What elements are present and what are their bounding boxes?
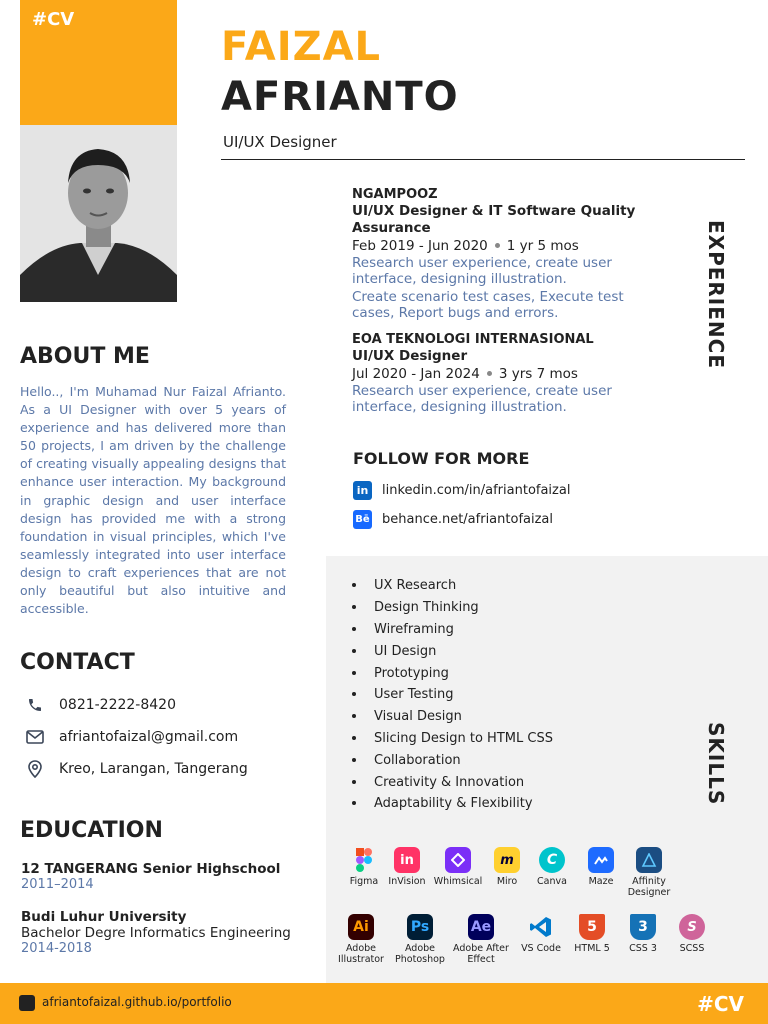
tool-label: Miro xyxy=(496,876,518,887)
canva-icon: C xyxy=(539,847,565,873)
tool-label: SCSS xyxy=(679,943,705,954)
skill-item xyxy=(352,666,449,682)
vscode-icon xyxy=(528,914,554,940)
skill-item xyxy=(352,578,456,594)
bullet xyxy=(352,671,356,675)
after-effects-icon: Ae xyxy=(468,914,494,940)
experience-duration: 1 yr 5 mos xyxy=(506,238,579,254)
bullet xyxy=(352,736,356,740)
contact-phone-row xyxy=(25,695,176,715)
email-address: afriantofaizal@gmail.com xyxy=(59,729,239,745)
tool-label: Whimsical xyxy=(433,876,483,887)
about-text: Hello.., I'm Muhamad Nur Faizal Afrianto. As a UI Designer with over 5 years of experience and has delivered more than 50 projects, I am driven by the challenge of creating visually appealing designs that enhance user interaction. My background in graphic design and user interface design has provided me with a strong foundation in visual principles, which I've seamlessly integrated into user interface design to craft experiences that are not only beautiful but also intuitive and accessible. xyxy=(20,384,286,617)
behance-icon: Bē xyxy=(353,510,372,529)
affinity-designer-icon xyxy=(636,847,662,873)
contact-location-row xyxy=(25,759,248,779)
tool-label: Adobe Photoshop xyxy=(395,943,445,965)
skill-item xyxy=(352,753,461,769)
skill-label: Design Thinking xyxy=(374,600,479,615)
experience-description: Research user experience, create user interface, designing illustration. xyxy=(352,383,612,415)
education-program: Bachelor Degre Informatics Engineering xyxy=(21,925,291,941)
tool-after-effects xyxy=(451,914,511,965)
css3-icon: 3 xyxy=(630,914,656,940)
cv-tag: #CV xyxy=(32,9,75,30)
education-item xyxy=(21,909,291,957)
skill-label: Creativity & Innovation xyxy=(374,775,525,790)
skills-heading: SKILLS xyxy=(704,722,728,806)
tool-scss xyxy=(662,914,722,954)
photoshop-icon: Ps xyxy=(407,914,433,940)
experience-dates xyxy=(352,237,712,255)
experience-description: Research user experience, create user interface, designing illustration. xyxy=(352,255,612,287)
html5-icon: 5 xyxy=(579,914,605,940)
experience-title: UI/UX Designer & IT Software Quality Assurance xyxy=(352,203,636,236)
experience-heading: EXPERIENCE xyxy=(704,220,728,369)
skill-item xyxy=(352,709,462,725)
contact-heading: CONTACT xyxy=(20,650,135,675)
profile-photo xyxy=(20,125,177,302)
phone-number: 0821-2222-8420 xyxy=(59,697,176,713)
education-school: 12 TANGERANG Senior Highschool xyxy=(21,861,281,877)
experience-dates xyxy=(352,365,712,383)
tool-label: HTML 5 xyxy=(574,943,610,954)
behance-url[interactable]: behance.net/afriantofaizal xyxy=(382,511,553,527)
figma-icon xyxy=(351,847,377,873)
skill-label: User Testing xyxy=(374,687,454,702)
experience-company: NGAMPOOZ xyxy=(352,187,438,202)
bullet xyxy=(352,627,356,631)
skill-item xyxy=(352,600,479,616)
maze-icon xyxy=(588,847,614,873)
skill-label: Collaboration xyxy=(374,753,461,768)
linkedin-icon: in xyxy=(353,481,372,500)
tool-photoshop xyxy=(390,914,450,965)
experience-description: Create scenario test cases, Execute test cases, Report bugs and errors. xyxy=(352,289,624,321)
tool-label: InVision xyxy=(388,876,426,887)
skill-item xyxy=(352,796,533,812)
tool-label: Affinity Designer xyxy=(627,876,671,898)
linkedin-url[interactable]: linkedin.com/in/afriantofaizal xyxy=(382,482,571,498)
skill-item xyxy=(352,622,454,638)
portfolio-logo-icon xyxy=(19,995,35,1011)
education-years: 2014-2018 xyxy=(21,941,92,956)
bullet xyxy=(352,583,356,587)
education-heading: EDUCATION xyxy=(20,818,163,843)
skill-label: UX Research xyxy=(374,578,457,593)
experience-item xyxy=(352,332,712,415)
tool-label: Adobe After Effect xyxy=(453,943,509,965)
tool-label: VS Code xyxy=(521,943,561,954)
about-heading: ABOUT ME xyxy=(20,344,150,369)
portfolio-url[interactable]: afriantofaizal.github.io/portfolio xyxy=(42,995,232,1009)
tool-label: Adobe Illustrator xyxy=(338,943,384,965)
location-text: Kreo, Larangan, Tangerang xyxy=(59,761,248,777)
location-pin-icon xyxy=(25,759,45,779)
experience-company: EOA TEKNOLOGI INTERNASIONAL xyxy=(352,332,594,347)
invision-icon: in xyxy=(394,847,420,873)
skill-label: Slicing Design to HTML CSS xyxy=(374,731,553,746)
last-name: AFRIANTO xyxy=(221,74,459,120)
education-school: Budi Luhur University xyxy=(21,909,187,925)
first-name: FAIZAL xyxy=(221,24,382,70)
bullet xyxy=(352,692,356,696)
phone-icon xyxy=(25,695,45,715)
skill-label: UI Design xyxy=(374,644,437,659)
tool-label: Figma xyxy=(349,876,379,887)
footer-cv-tag: #CV xyxy=(697,992,744,1016)
bullet xyxy=(352,758,356,762)
education-item xyxy=(21,861,280,893)
skill-item xyxy=(352,775,524,791)
header-divider xyxy=(221,159,745,160)
bullet xyxy=(352,801,356,805)
footer-bar xyxy=(0,983,768,1024)
illustrator-icon: Ai xyxy=(348,914,374,940)
experience-title: UI/UX Designer xyxy=(352,348,468,364)
miro-icon: m xyxy=(494,847,520,873)
tool-label: CSS 3 xyxy=(629,943,657,954)
experience-duration: 3 yrs 7 mos xyxy=(498,366,578,382)
tool-affinity-designer xyxy=(619,847,679,898)
skill-label: Adaptability & Flexibility xyxy=(374,796,533,811)
separator-dot xyxy=(487,371,492,376)
behance-link[interactable] xyxy=(353,509,553,529)
tool-label: Canva xyxy=(537,876,567,887)
tool-label: Maze xyxy=(588,876,614,887)
follow-heading: FOLLOW FOR MORE xyxy=(353,449,530,468)
job-role: UI/UX Designer xyxy=(223,133,337,151)
skill-item xyxy=(352,644,436,660)
skill-item xyxy=(352,731,553,747)
cv-badge-box xyxy=(20,0,177,125)
bullet xyxy=(352,780,356,784)
scss-icon: S xyxy=(679,914,705,940)
experience-date-range: Jul 2020 - Jan 2024 xyxy=(352,366,480,382)
contact-email-row xyxy=(25,727,238,747)
bullet xyxy=(352,649,356,653)
experience-item xyxy=(352,187,712,321)
skill-label: Prototyping xyxy=(374,666,449,681)
bullet xyxy=(352,714,356,718)
experience-date-range: Feb 2019 - Jun 2020 xyxy=(352,238,488,254)
skill-label: Visual Design xyxy=(374,709,462,724)
separator-dot xyxy=(495,243,500,248)
skill-label: Wireframing xyxy=(374,622,454,637)
email-icon xyxy=(25,727,45,747)
tool-illustrator xyxy=(331,914,391,965)
bullet xyxy=(352,605,356,609)
whimsical-icon xyxy=(445,847,471,873)
linkedin-link[interactable] xyxy=(353,480,570,500)
skill-item xyxy=(352,687,453,703)
education-years: 2011–2014 xyxy=(21,877,94,892)
